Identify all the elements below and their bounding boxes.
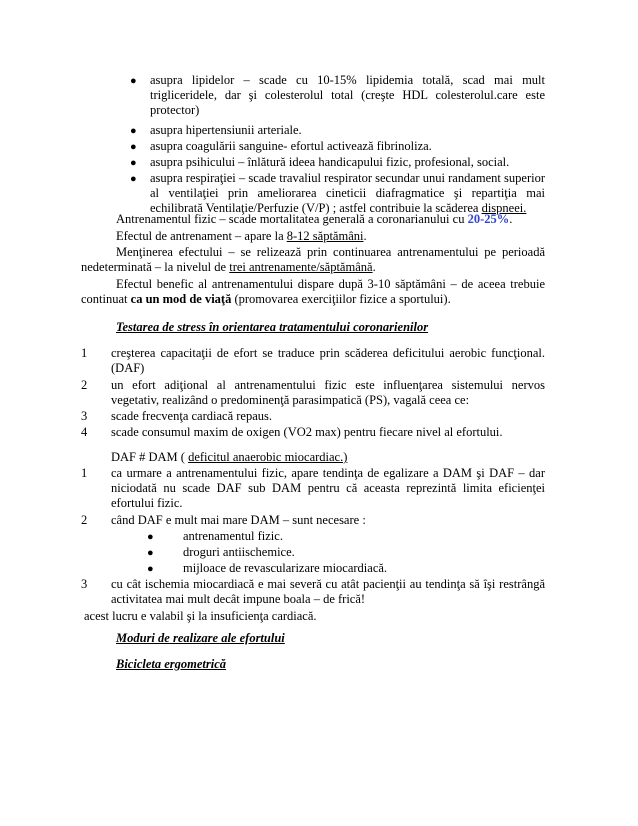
list-text: cu cât ischemia miocardiacă e mai severă cu atât pacienţii au tendinţa să îşi restrângă activitatea mai mult decât impune boala – de frică! — [111, 577, 545, 606]
paragraph-maintenance — [81, 245, 545, 275]
bullet-text: asupra lipidelor – scade cu 10-15% lipidemia totală, scad mai mult trigliceridele, dar şi colesterolul total (creşte HDL colesterolul.care este protector) — [150, 73, 545, 117]
list-text: scade frecvenţa cardiacă repaus. — [111, 409, 272, 423]
paragraph-mortality — [116, 212, 556, 227]
list-text: scade consumul maxim de oxigen (VO2 max) pentru fiecare nivel al efortului. — [111, 425, 503, 439]
bullet-icon: ● — [130, 125, 137, 137]
sub-bullet-item — [183, 545, 483, 560]
bullet-icon: ● — [147, 547, 154, 559]
paragraph-text: . — [509, 212, 513, 226]
list-item — [111, 425, 551, 440]
bullet-icon: ● — [147, 531, 154, 543]
bullet-text: asupra psihicului – înlătură ideea handicapului fizic, profesional, social. — [150, 155, 510, 169]
bold-text: ca un mod de viaţă — [130, 292, 232, 306]
bullet-icon: ● — [130, 157, 137, 169]
underlined-text: deficitul anaerobic miocardiac.) — [188, 450, 348, 464]
sub-bullet-item — [183, 561, 503, 576]
paragraph-text: . — [372, 260, 376, 274]
list-number: 4 — [81, 425, 88, 439]
bullet-item — [150, 123, 545, 138]
list-number: 3 — [81, 577, 88, 591]
bullet-icon: ● — [130, 75, 137, 87]
list-text: creşterea capacitaţii de efort se traduce prin scăderea deficitului aerobic funcţional. (DAF) — [111, 346, 545, 375]
section-heading-stress-test: Testarea de stress în orientarea tratamentului coronarienilor — [116, 320, 429, 334]
list-item — [111, 346, 545, 376]
underlined-text: 8-12 săptămâni — [286, 229, 364, 243]
list-item — [111, 513, 545, 528]
bullet-text: mijloace de revascularizare miocardiacă. — [183, 561, 388, 575]
list-text: când DAF e mult mai mare DAM – sunt necesare : — [111, 513, 366, 527]
paragraph-text: Efectul benefic al antrenamentului dispare după 3-10 săptămâni – de aceea trebuie continuat — [81, 277, 545, 306]
underlined-text: trei antrenamente/săptămână — [229, 260, 373, 274]
paragraph-heart-failure — [84, 609, 524, 624]
bullet-text: droguri antiischemice. — [183, 545, 295, 559]
list-number: 3 — [81, 409, 88, 423]
bullet-item — [150, 171, 545, 216]
daf-dam-line — [111, 450, 551, 465]
paragraph-training-effect — [116, 229, 556, 244]
bullet-item — [150, 73, 545, 118]
paragraph-benefit — [81, 277, 545, 307]
underlined-text: dispneei. — [481, 201, 527, 215]
list-item — [111, 409, 545, 424]
list-text: ca urmare a antrenamentului fizic, apare tendinţa de egalizare a DAM şi DAF – dar niciodată nu scade DAF sub DAM pentru că aceasta reprezintă limita eficienţei efortului fizic. — [111, 466, 545, 510]
bullet-text: asupra hipertensiunii arteriale. — [150, 123, 302, 137]
paragraph-text: Antrenamentul fizic – scade mortalitatea generală a coronarianului cu — [116, 212, 468, 226]
bullet-icon: ● — [130, 173, 137, 185]
list-number: 2 — [81, 513, 88, 527]
section-heading-ergometric-bicycle: Bicicleta ergometrică — [116, 657, 227, 671]
bullet-icon: ● — [147, 563, 154, 575]
bullet-text: asupra respiraţiei – scade travaliul respirator secundar unui randament superior al ventilaţiei prin ameliorarea cineticii diafragmatice şi repartiţia mai echilibrată Ventilaţie/Perfuzie (V/P) ; astfel contribuie la scăderea — [150, 171, 545, 215]
paragraph-text: Menţinerea efectului – se relizează prin continuarea antrenamentului pe perioadă nedeterminată – la nivelul de — [81, 245, 545, 274]
section-heading-effort-methods: Moduri de realizare ale efortului — [116, 631, 285, 645]
paragraph-text: DAF # DAM ( — [111, 450, 189, 464]
sub-bullet-item — [183, 529, 483, 544]
list-item — [111, 577, 545, 607]
list-number: 1 — [81, 346, 88, 360]
list-text: un efort adiţional al antrenamentului fizic este influenţarea sistemului nervos vegetativ, realizând o predominenţă parasimpatică (PS), vagală ceea ce: — [111, 378, 545, 407]
list-item — [111, 466, 545, 511]
paragraph-text: (promovarea exerciţiilor fizice a sportului). — [231, 292, 451, 306]
list-number: 2 — [81, 378, 88, 392]
list-number: 1 — [81, 466, 88, 480]
bullet-icon: ● — [130, 141, 137, 153]
bullet-item — [150, 139, 545, 154]
paragraph-text: . — [363, 229, 367, 243]
paragraph-text: Efectul de antrenament – apare la — [116, 229, 287, 243]
percent-highlight: 20-25% — [467, 212, 510, 226]
bullet-item — [150, 155, 550, 170]
bullet-text: asupra coagulării sanguine- efortul activează fibrinoliza. — [150, 139, 432, 153]
bullet-text: antrenamentul fizic. — [183, 529, 283, 543]
list-item — [111, 378, 545, 408]
paragraph-text: acest lucru e valabil şi la insuficienţa cardiacă. — [84, 609, 317, 623]
